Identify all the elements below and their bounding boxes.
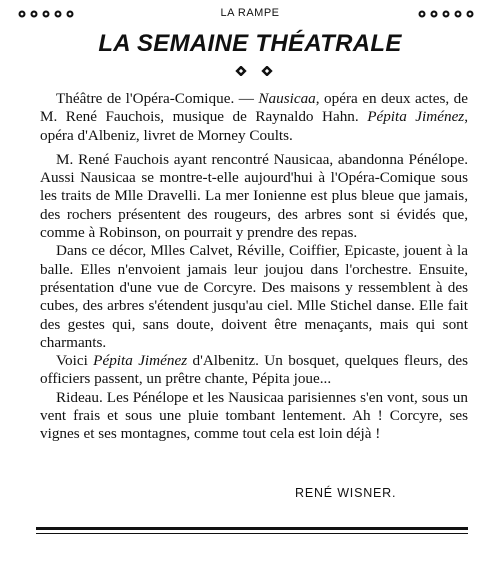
paragraph-1: M. René Fauchois ayant rencontré Nausicaa, abandonna Pénélope. Aussi Nausicaa se montre-t-elle aujourd'hui à l'Opéra-Comique sous les traits de Mlle Dravelli. La mer Ionienne est plus bleue que jamais, des rochers présentent des rougeurs, des arbres sont si évidés que, comme à Robinson, on pourrait y prendre des repas.: [40, 150, 468, 242]
right-ornament: [416, 8, 478, 20]
running-head: LA RAMPE: [220, 7, 280, 19]
article-body: [40, 90, 468, 444]
closing-rule-thick: [36, 527, 468, 530]
intro-text-2: , opéra d'Albeniz, livret de Morney Coults.: [40, 108, 469, 144]
paragraph-4: Rideau. Les Pénélope et les Nausicaa parisiennes s'en vont, sous un vent frais et sous une pluie tombant lentement. Ah ! Corcyre, ses vignes et ses montagnes, comme tout cela est loin déjà !: [40, 388, 468, 443]
p3-after: d'Albenitz. Un bosquet, quelques fleurs, des officiers passent, un prêtre chante, Pépita joue...: [40, 352, 468, 388]
fleuron-ornament: [234, 66, 274, 76]
author-signature: RENÉ WISNER.: [295, 486, 397, 500]
work-title-pepita: Pépita Jiménez: [367, 108, 465, 126]
intro-text-1: , opéra en deux actes, de M. René Fauchois, musique de Raynaldo Hahn.: [40, 90, 468, 126]
closing-rule-thin: [36, 533, 468, 534]
paragraph-3: [40, 352, 468, 389]
theatre-name: Théâtre de l'Opéra-Comique. —: [56, 90, 259, 107]
page-title: LA SEMAINE THÉATRALE: [98, 30, 402, 57]
paragraph-2: Dans ce décor, Mlles Calvet, Réville, Coiffier, Epicaste, jouent à la balle. Elles n'envoient jamais leur joujou dans l'orchestre. Ensuite, présentation d'une vue de Corcyre. Des maisons y ressemblent à des cubes, des arbres s'étendent jusqu'au ciel. Mlle Stichel danse. Elle fait des gestes qui, sans doute, doivent être menaçants, mais qui sont charmants.: [40, 242, 468, 351]
work-title-pepita-2: Pépita Jiménez: [93, 352, 188, 370]
p3-before: Voici: [56, 352, 94, 370]
intro-paragraph: [40, 90, 468, 145]
work-title-nausicaa: Nausicaa: [258, 90, 316, 107]
page-header: [12, 6, 488, 24]
